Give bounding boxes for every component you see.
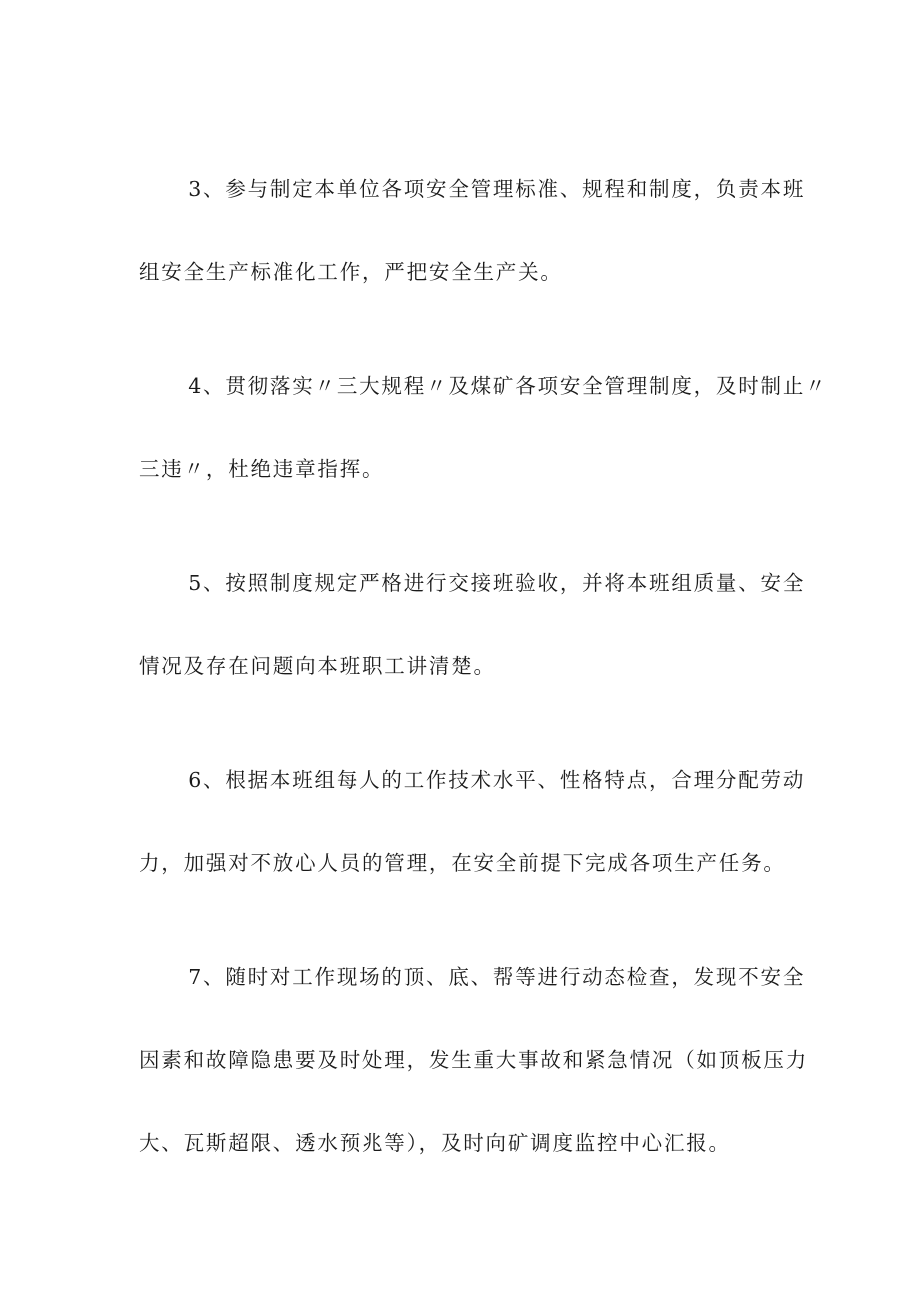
paragraph-4	[139, 345, 828, 511]
paragraph-line: 三违〃，杜绝违章指挥。	[139, 457, 385, 481]
paragraph-line: 5、按照制度规定严格进行交接班验收，并将本班组质量、安全	[188, 571, 806, 595]
paragraph-7	[139, 936, 808, 1185]
paragraph-line: 情况及存在问题向本班职工讲清楚。	[139, 654, 496, 678]
paragraph-5	[139, 542, 806, 708]
paragraph-line: 3、参与制定本单位各项安全管理标准、规程和制度，负责本班	[188, 177, 806, 201]
paragraph-line: 力，加强对不放心人员的管理，在安全前提下完成各项生产任务。	[139, 851, 786, 875]
paragraph-3	[139, 148, 806, 314]
document-body	[139, 148, 828, 1216]
paragraph-line: 大、瓦斯超限、透水预兆等），及时向矿调度监控中心汇报。	[139, 1131, 731, 1155]
paragraph-line: 4、贯彻落实〃三大规程〃及煤矿各项安全管理制度，及时制止〃	[188, 374, 828, 398]
paragraph-6	[139, 739, 806, 905]
paragraph-line: 因素和故障隐患要及时处理，发生重大事故和紧急情况（如顶板压力	[139, 1048, 808, 1072]
paragraph-line: 组安全生产标准化工作，严把安全生产关。	[139, 260, 563, 284]
paragraph-line: 7、随时对工作现场的顶、底、帮等进行动态检查，发现不安全	[188, 965, 806, 989]
paragraph-line: 6、根据本班组每人的工作技术水平、性格特点，合理分配劳动	[188, 768, 806, 792]
